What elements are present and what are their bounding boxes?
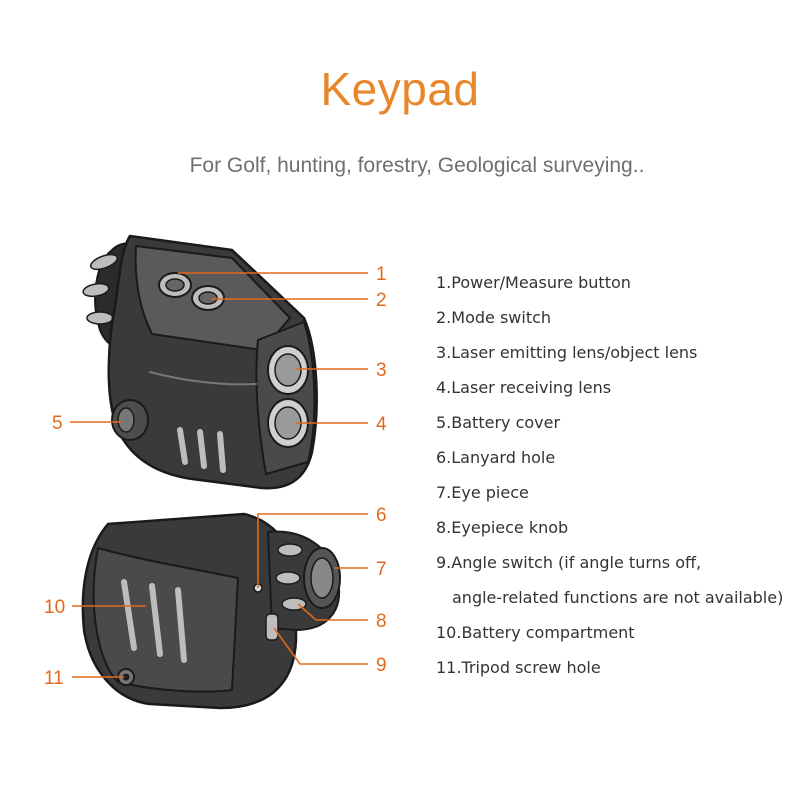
legend-item: 6.Lanyard hole	[436, 448, 556, 467]
parts-legend	[436, 265, 796, 685]
rangefinder-front-view	[82, 236, 317, 488]
callout-number-2: 2	[376, 290, 387, 311]
callout-number-4: 4	[376, 414, 387, 435]
legend-item: 9.Angle switch (if angle turns off,	[436, 553, 702, 572]
legend-item: 7.Eye piece	[436, 483, 529, 502]
callout-number-5: 5	[52, 413, 63, 434]
page-subtitle: For Golf, hunting, forestry, Geological surveying..	[189, 154, 645, 177]
callout-number-11: 11	[44, 668, 64, 689]
legend-item-continued	[436, 580, 796, 615]
legend-item-continuation: angle-related functions are not available)	[452, 588, 784, 607]
legend-item: 4.Laser receiving lens	[436, 378, 612, 397]
legend-item: 11.Tripod screw hole	[436, 658, 601, 677]
legend-item: 8.Eyepiece knob	[436, 518, 569, 537]
legend-item: 10.Battery compartment	[436, 623, 635, 642]
callout-number-8: 8	[376, 611, 387, 632]
callout-number-1: 1	[376, 264, 387, 285]
callout-number-7: 7	[376, 559, 387, 580]
page-title: Keypad	[320, 63, 480, 115]
legend-item: 1.Power/Measure button	[436, 273, 631, 292]
callout-number-10: 10	[44, 597, 66, 618]
callout-number-9: 9	[376, 655, 387, 676]
rangefinder-rear-view	[83, 514, 340, 708]
legend-item: 5.Battery cover	[436, 413, 561, 432]
callout-number-6: 6	[376, 505, 387, 526]
legend-item: 2.Mode switch	[436, 308, 552, 327]
legend-item: 3.Laser emitting lens/object lens	[436, 343, 698, 362]
callout-number-3: 3	[376, 360, 387, 381]
